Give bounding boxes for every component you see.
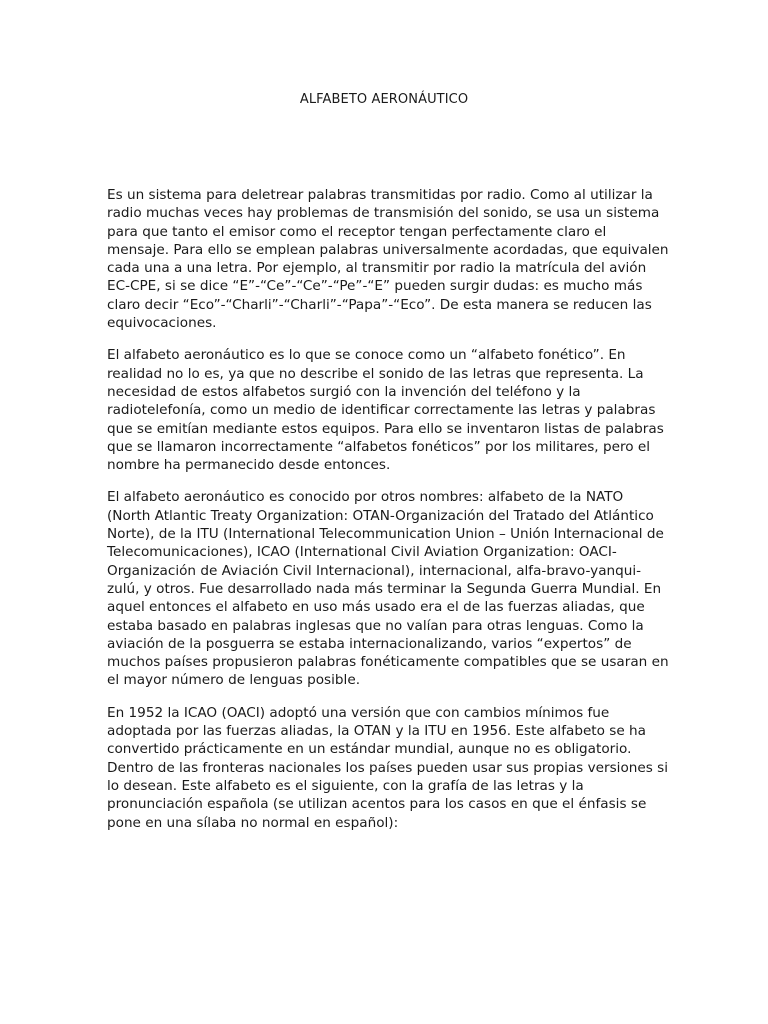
document-title: ALFABETO AERONÁUTICO (299, 92, 469, 107)
paragraph-4: En 1952 la ICAO (OACI) adoptó una versión que con cambios mínimos fue adoptada por las fuerzas aliadas, la OTAN y la ITU en 1956. Este alfabeto se ha convertido prácticamente en un estándar mundial, aunque no es obligatorio. Dentro de las fronteras nacionales los países pueden usar sus propias versiones si lo desean. Este alfabeto es el siguiente, con la grafía de las letras y la pronunciación española (se utilizan acentos para los casos en que el énfasis se pone en una sílaba no normal en español): (107, 704, 669, 831)
document-body (107, 186, 669, 846)
paragraph-2: El alfabeto aeronáutico es lo que se conoce como un “alfabeto fonético”. En realidad no lo es, ya que no describe el sonido de las letras que representa. La necesidad de estos alfabetos surgió con la invención del teléfono y la radiotelefonía, como un medio de identificar correctamente las letras y palabras que se emitían mediante estos equipos. Para ello se inventaron listas de palabras que se llamaron incorrectamente “alfabetos fonéticos” por los militares, pero el nombre ha permanecido desde entonces. (107, 347, 664, 474)
paragraph-1: Es un sistema para deletrear palabras transmitidas por radio. Como al utilizar la radio muchas veces hay problemas de transmisión del sonido, se usa un sistema para que tanto el emisor como el receptor tengan perfectamente claro el mensaje. Para ello se emplean palabras universalmente acordadas, que equivalen cada una a una letra. Por ejemplo, al transmitir por radio la matrícula del avión EC-CPE, si se dice “E”-“Ce”-“Ce”-“Pe”-“E” pueden surgir dudas: es mucho más claro decir “Eco”-“Charli”-“Charli”-“Papa”-“Eco”. De esta manera se reducen las equivocaciones. (107, 187, 669, 332)
paragraph-3: El alfabeto aeronáutico es conocido por otros nombres: alfabeto de la NATO (North Atlantic Treaty Organization: OTAN-Organización del Tratado del Atlántico Norte), de la ITU (International Telecommunication Union – Unión Internacional de Telecomunicaciones), ICAO (International Civil Aviation Organization: OACI-Organización de Aviación Civil Internacional), internacional, alfa-bravo-yanqui-zulú, y otros. Fue desarrollado nada más terminar la Segunda Guerra Mundial. En aquel entonces el alfabeto en uso más usado era el de las fuerzas aliadas, que estaba basado en palabras inglesas que no valían para otras lenguas. Como la aviación de la posguerra se estaba internacionalizando, varios “expertos” de muchos países propusieron palabras fonéticamente compatibles que se usaran en el mayor número de lenguas posible. (107, 489, 669, 689)
